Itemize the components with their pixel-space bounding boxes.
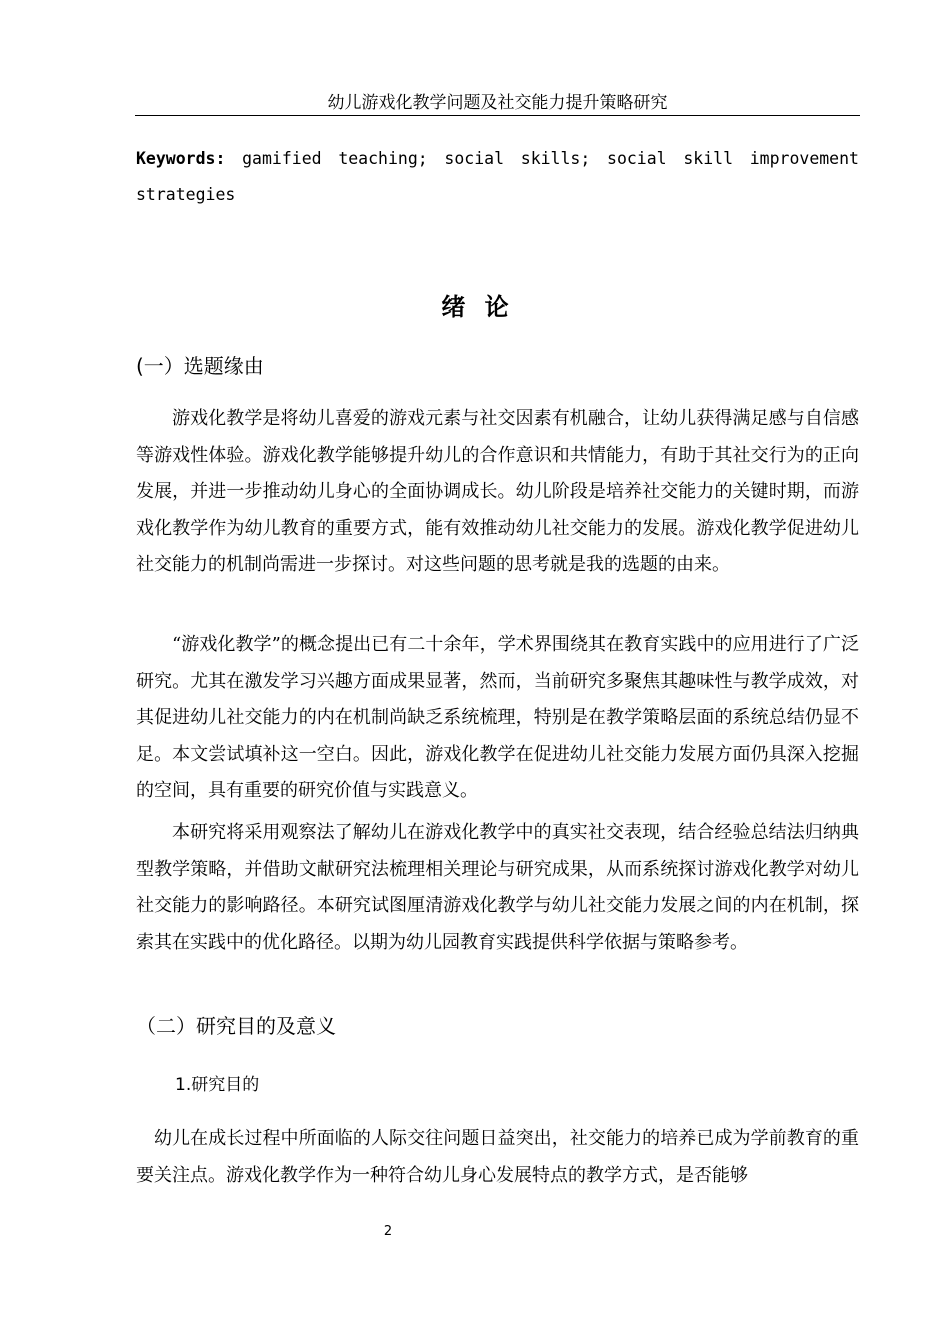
keywords-line [136, 141, 859, 213]
page-number: 2 [383, 1224, 393, 1239]
paragraph-3: 本研究将采用观察法了解幼儿在游戏化教学中的真实社交表现，结合经验总结法归纳典型教学策略，并借助文献研究法梳理相关理论与研究成果，从而系统探讨游戏化教学对幼儿社交能力的影响路径。本研究试图厘清游戏化教学与幼儿社交能力发展之间的内在机制，探索其在实践中的优化路径。以期为幼儿园教育实践提供科学依据与策略参考。 [136, 822, 859, 953]
running-header: 幼儿游戏化教学问题及社交能力提升策略研究 [135, 92, 860, 116]
subsection-heading-1: 1.研究目的 [175, 1075, 260, 1095]
paragraph-2: “游戏化教学”的概念提出已有二十余年，学术界围绕其在教育实践中的应用进行了广泛研究。尤其在激发学习兴趣方面成果显著，然而，当前研究多聚焦其趣味性与教学成效，对其促进幼儿社交能力的内在机制尚缺乏系统梳理，特别是在教学策略层面的系统总结仍显不足。本文尝试填补这一空白。因此，游戏化教学在促进幼儿社交能力发展方面仍具深入挖掘的空间，具有重要的研究价值与实践意义。 [136, 634, 859, 801]
paragraph-1: 游戏化教学是将幼儿喜爱的游戏元素与社交因素有机融合，让幼儿获得满足感与自信感等游戏性体验。游戏化教学能够提升幼儿的合作意识和共情能力，有助于其社交行为的正向发展，并进一步推动幼儿身心的全面协调成长。幼儿阶段是培养社交能力的关键时期，而游戏化教学作为幼儿教育的重要方式，能有效推动幼儿社交能力的发展。游戏化教学促进幼儿社交能力的机制尚需进一步探讨。对这些问题的思考就是我的选题的由来。 [136, 408, 859, 575]
keywords-text: gamified teaching; social skills; social skill improvement strategies [136, 149, 859, 204]
section-title: 绪论 [441, 293, 528, 321]
section-heading-1: (一）选题缘由 [136, 354, 264, 378]
paragraph-4: 幼儿在成长过程中所面临的人际交往问题日益突出，社交能力的培养已成为学前教育的重要关注点。游戏化教学作为一种符合幼儿身心发展特点的教学方式，是否能够 [136, 1128, 859, 1186]
section-heading-2: （二）研究目的及意义 [136, 1014, 336, 1038]
keywords-label: Keywords: [136, 149, 226, 168]
